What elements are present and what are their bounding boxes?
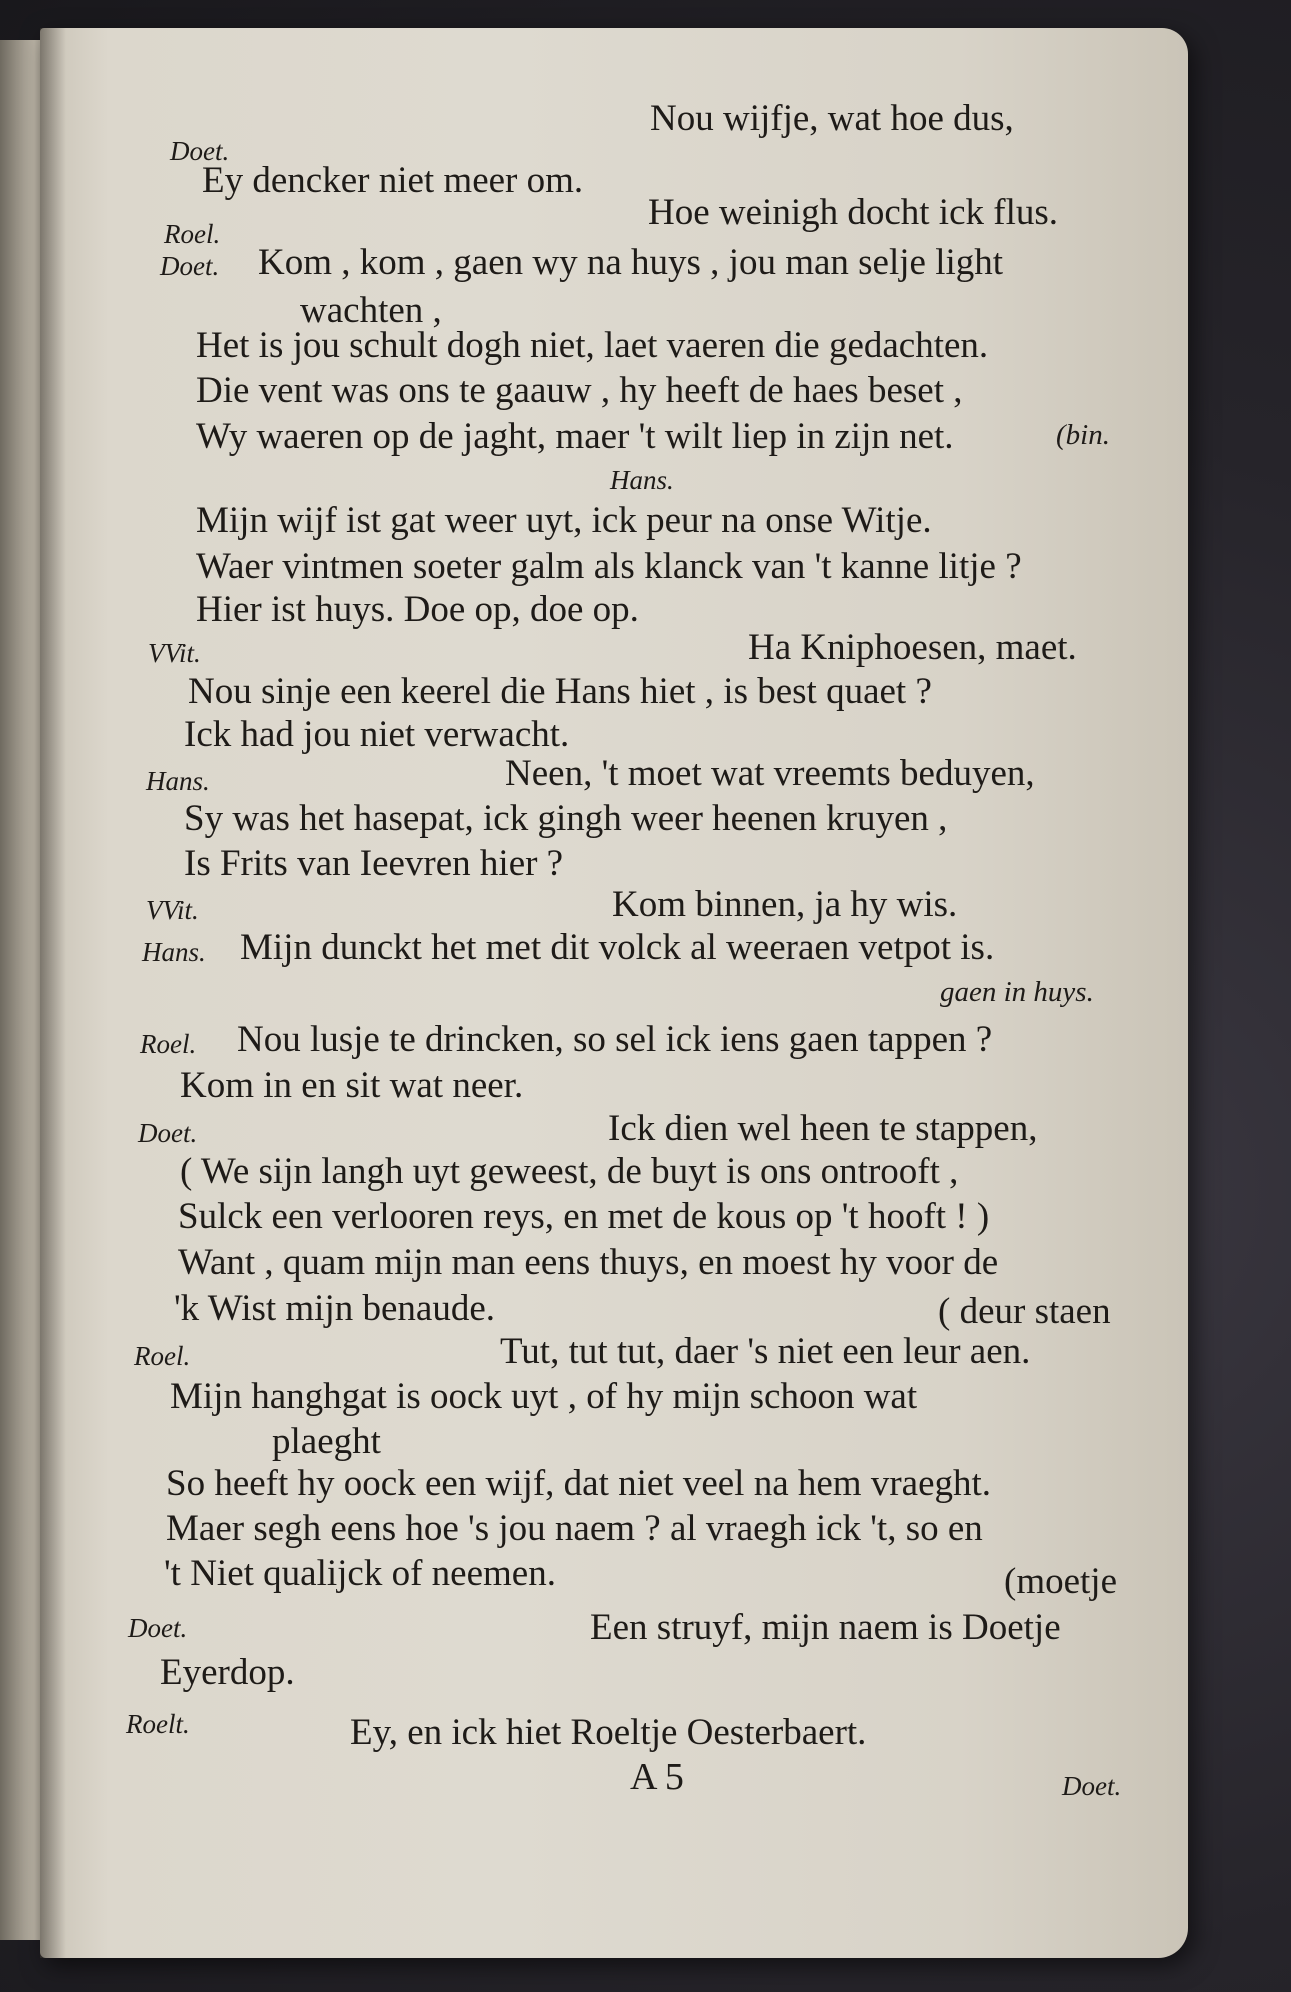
verse-line: Kom binnen, ja hy wis.: [612, 884, 958, 925]
speaker-label: Hans.: [610, 465, 674, 495]
speaker-label: Doet.: [160, 251, 220, 281]
verse-line: Hier ist huys. Doe op, doe op.: [196, 589, 639, 630]
verse-line: Neen, 't moet wat vreemts beduyen,: [505, 753, 1035, 794]
stage-direction: (moetje: [1004, 1561, 1118, 1602]
verse-line: ( We sijn langh uyt geweest, de buyt is ons ontrooft ,: [180, 1151, 959, 1192]
speaker-label: Hans.: [142, 937, 206, 967]
verse-line: Hoe weinigh docht ick flus.: [648, 192, 1058, 233]
verse-line: Tut, tut tut, daer 's niet een leur aen.: [500, 1331, 1031, 1372]
verse-line: Die vent was ons te gaauw , hy heeft de haes beset ,: [196, 370, 963, 411]
verse-line: wachten ,: [300, 290, 442, 331]
verse-line: Sulck een verlooren reys, en met de kous op 't hooft ! ): [178, 1196, 990, 1237]
speaker-label: VVit.: [146, 895, 199, 925]
verse-line: Een struyf, mijn naem is Doetje: [590, 1607, 1061, 1648]
verse-line: 'k Wist mijn benaude.: [174, 1288, 496, 1329]
verse-line: Mijn wijf ist gat weer uyt, ick peur na onse Witje.: [196, 500, 932, 541]
verse-line: 't Niet qualijck of neemen.: [164, 1553, 556, 1594]
verse-line: Waer vintmen soeter galm als klanck van 't kanne litje ?: [196, 546, 1022, 587]
verse-line: Kom in en sit wat neer.: [180, 1065, 524, 1106]
verse-line: Nou sinje een keerel die Hans hiet , is best quaet ?: [188, 671, 932, 712]
verse-line: Ick had jou niet verwacht.: [184, 714, 570, 755]
verse-line: plaeght: [272, 1421, 381, 1462]
speaker-label: Doet.: [138, 1118, 198, 1148]
signature-mark: A 5: [630, 1756, 684, 1798]
speaker-label: Roel.: [134, 1341, 191, 1371]
verse-line: Wy waeren op de jaght, maer 't wilt liep in zijn net.: [196, 416, 954, 457]
verse-line: Ick dien wel heen te stappen,: [608, 1108, 1038, 1149]
verse-line: Ey dencker niet meer om.: [202, 160, 584, 201]
verse-line: Mijn hanghgat is oock uyt , of hy mijn schoon wat: [170, 1376, 918, 1417]
page-gutter-shadow: [40, 28, 66, 1958]
stage-direction: gaen in huys.: [940, 976, 1094, 1008]
speaker-label: Roelt.: [126, 1709, 190, 1739]
catchword: Doet.: [1062, 1771, 1122, 1801]
stage-direction: (bin.: [1056, 419, 1110, 451]
verse-line: Mijn dunckt het met dit volck al weeraen vetpot is.: [240, 927, 995, 968]
speaker-label: Roel.: [140, 1029, 197, 1059]
verse-line: So heeft hy oock een wijf, dat niet veel na hem vraeght.: [166, 1463, 992, 1504]
verse-line: Nou wijfje, wat hoe dus,: [650, 98, 1014, 139]
speaker-label: VVit.: [148, 638, 201, 668]
speaker-label: Hans.: [146, 766, 210, 796]
speaker-label: Doet.: [128, 1613, 188, 1643]
verse-line: Want , quam mijn man eens thuys, en moest hy voor de: [178, 1242, 999, 1283]
verse-line: Nou lusje te drincken, so sel ick iens gaen tappen ?: [237, 1019, 993, 1060]
verse-line: Maer segh eens hoe 's jou naem ? al vraegh ick 't, so en: [166, 1508, 983, 1549]
speaker-label: Doet.: [170, 136, 230, 166]
verse-line: Is Frits van Ieevren hier ?: [184, 843, 564, 884]
verse-line: Ey, en ick hiet Roeltje Oesterbaert.: [350, 1712, 867, 1753]
verse-line: Het is jou schult dogh niet, laet vaeren die gedachten.: [196, 325, 989, 366]
verse-line: Kom , kom , gaen wy na huys , jou man selje light: [258, 242, 1004, 283]
speaker-label: Roel.: [164, 219, 221, 249]
verse-line: Ha Kniphoesen, maet.: [748, 627, 1077, 668]
verse-line: Sy was het hasepat, ick gingh weer heenen kruyen ,: [184, 798, 948, 839]
stage-direction: ( deur staen: [938, 1291, 1111, 1332]
verse-line: Eyerdop.: [160, 1652, 295, 1693]
